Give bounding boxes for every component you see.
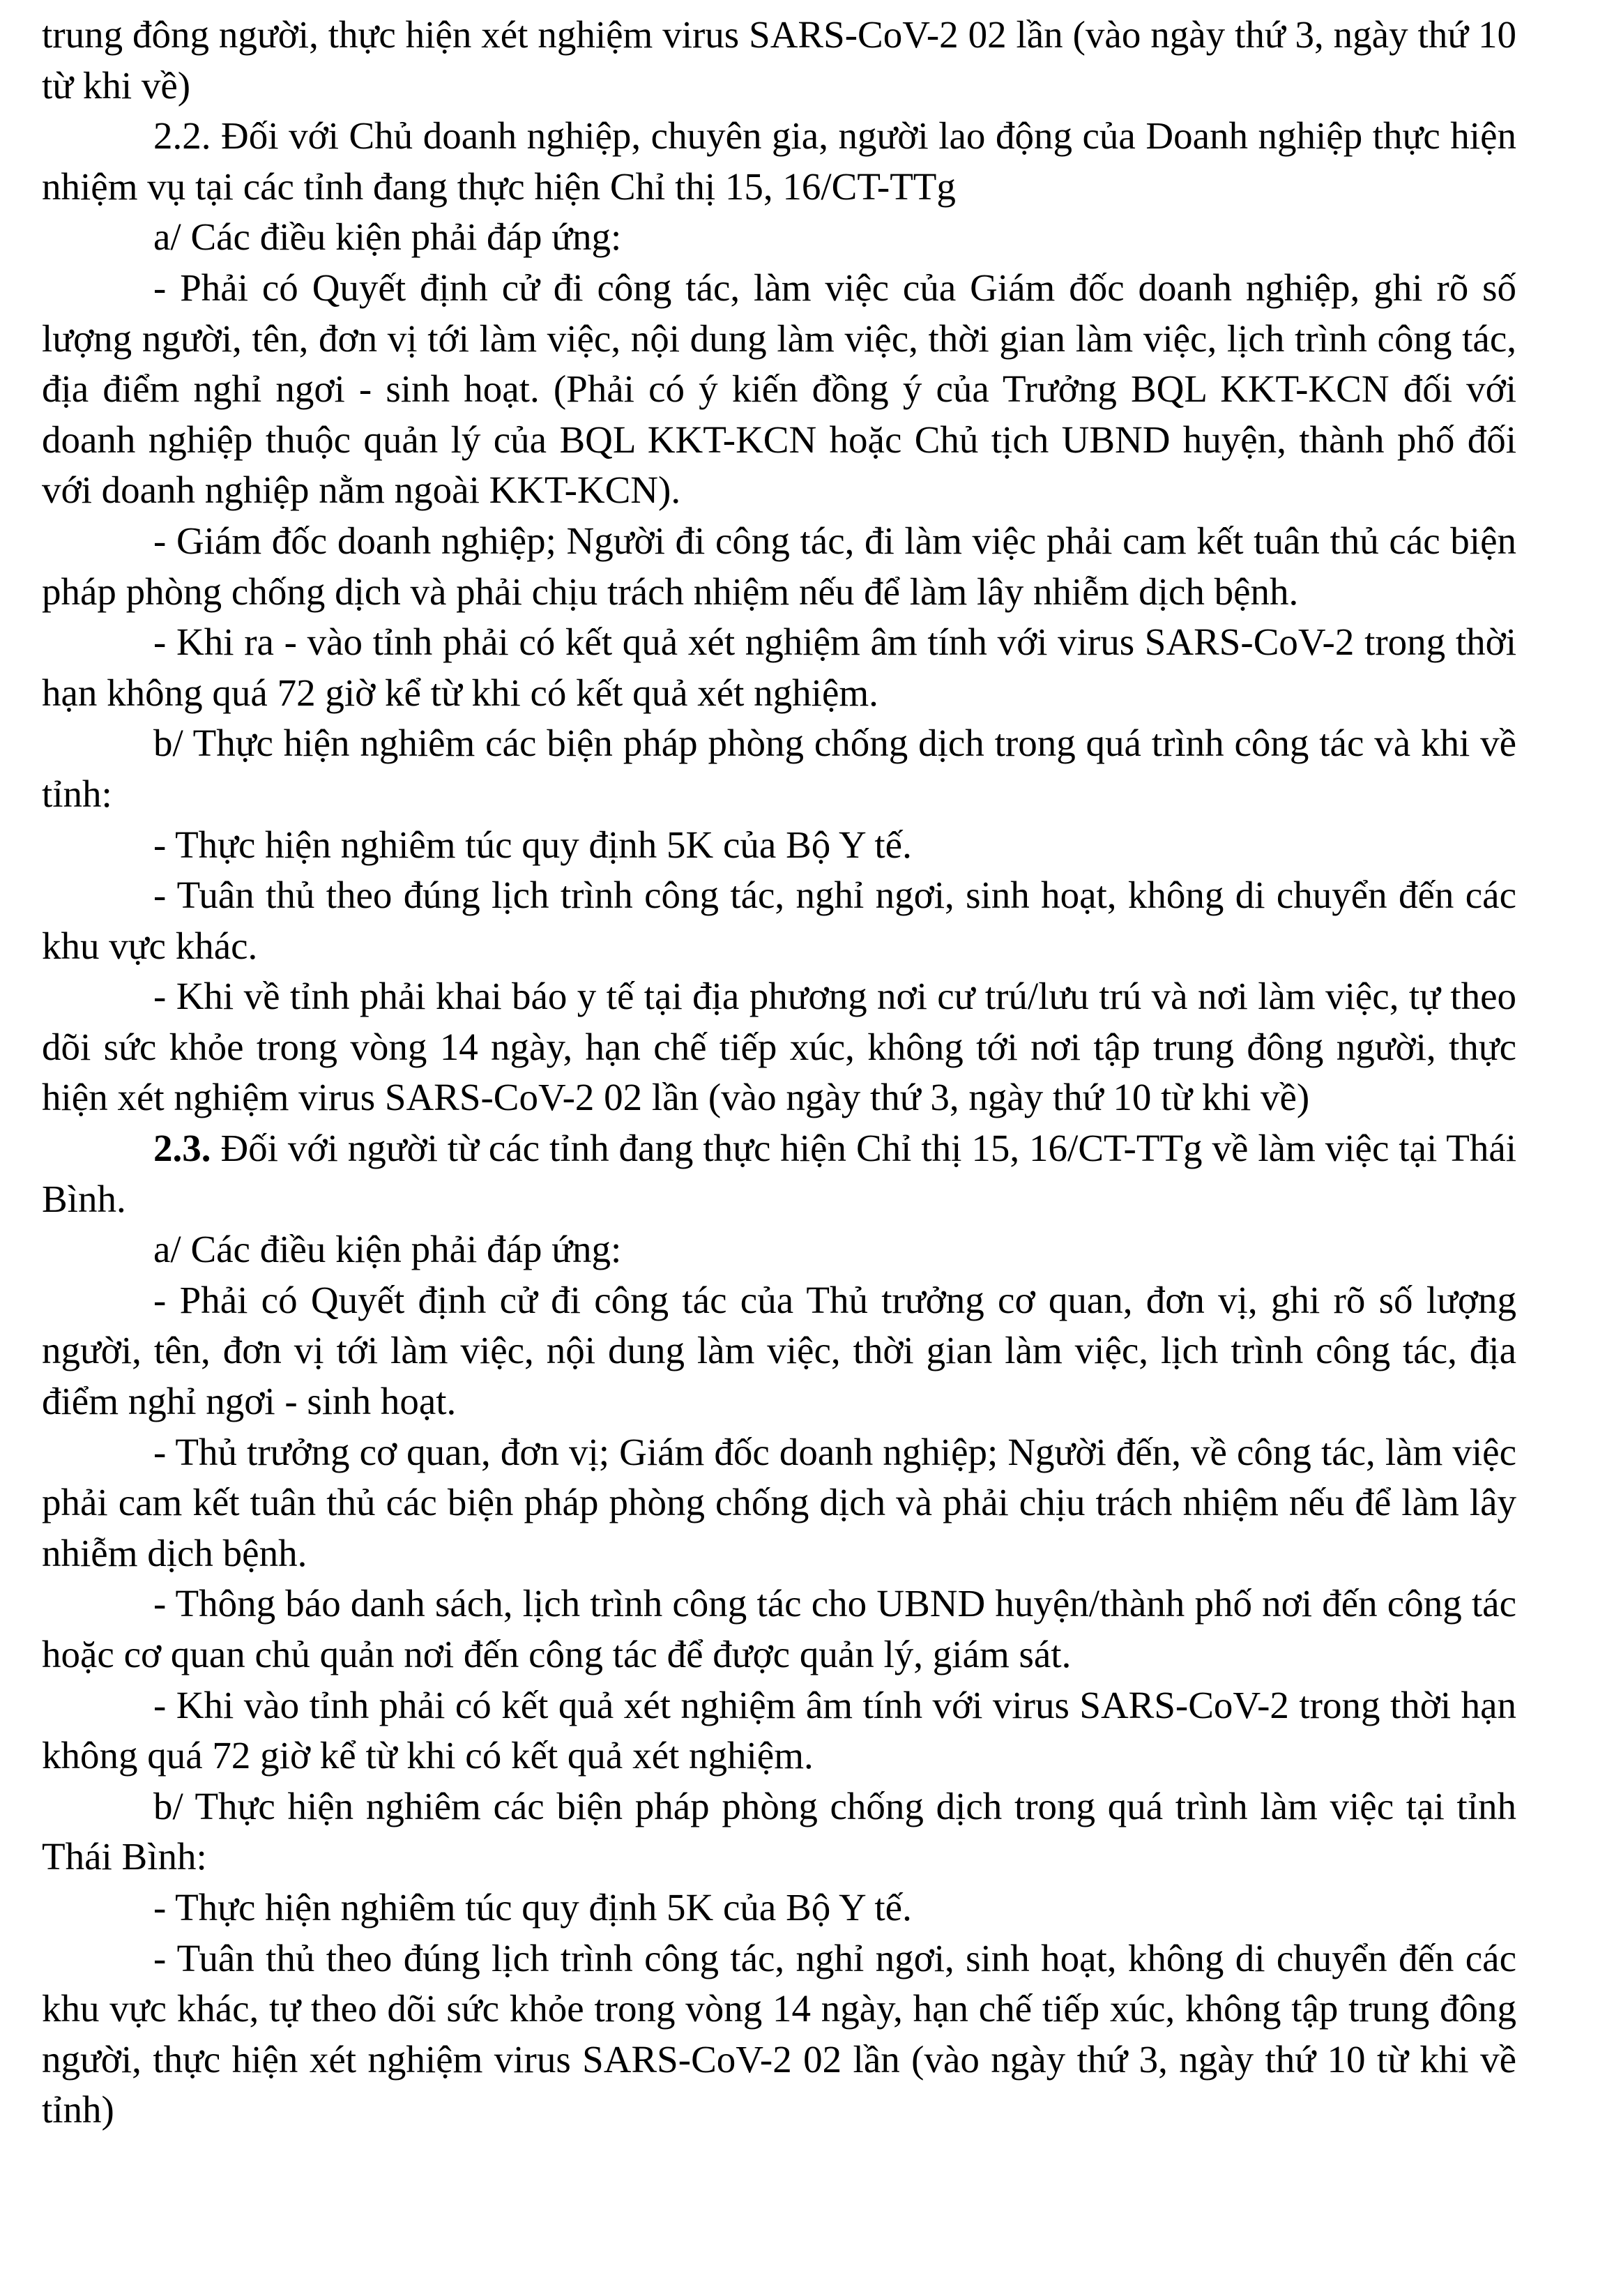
bullet-5k-rule-2: - Thực hiện nghiêm túc quy định 5K của Bộ Y tế.: [153, 1885, 912, 1929]
subsection-b-measures: b/ Thực hiện nghiêm các biện pháp phòng chống dịch trong quá trình công tác và khi về tỉnh:: [42, 722, 1516, 815]
bullet-negative-test: - Khi ra - vào tỉnh phải có kết quả xét nghiệm âm tính với virus SARS-CoV-2 trong thời hạn không quá 72 giờ kể từ khi có kết quả xét nghiệm.: [42, 621, 1516, 714]
bullet-5k-rule: - Thực hiện nghiêm túc quy định 5K của Bộ Y tế.: [153, 823, 912, 866]
bullet-notify-schedule: - Thông báo danh sách, lịch trình công tác cho UBND huyện/thành phố nơi đến công tác hoặc cơ quan chủ quản nơi đến công tác để được quản lý, giám sát.: [42, 1582, 1516, 1675]
section-2-3-heading: [42, 1123, 1516, 1224]
bullet-health-declaration: - Khi về tỉnh phải khai báo y tế tại địa phương nơi cư trú/lưu trú và nơi làm việc, tự theo dõi sức khỏe trong vòng 14 ngày, hạn chế tiếp xúc, không tới nơi tập trung đông người, thực hiện xét nghiệm virus SARS-CoV-2 02 lần (vào ngày thứ 3, ngày thứ 10 từ khi về): [42, 975, 1516, 1119]
bullet-decision-document-2: - Phải có Quyết định cử đi công tác của Thủ trưởng cơ quan, đơn vị, ghi rõ số lượng người, tên, đơn vị tới làm việc, nội dung làm việc, thời gian làm việc, lịch trình công tác, địa điểm nghỉ ngơi - sinh hoạt.: [42, 1278, 1516, 1423]
subsection-a-conditions-2: a/ Các điều kiện phải đáp ứng:: [153, 1228, 622, 1271]
section-number-2-2: 2.2.: [153, 114, 211, 158]
bullet-director-commitment: - Giám đốc doanh nghiệp; Người đi công tác, đi làm việc phải cam kết tuân thủ các biện pháp phòng chống dịch và phải chịu trách nhiệm nếu để làm lây nhiễm dịch bệnh.: [42, 519, 1516, 613]
section-2-2-title: Đối với Chủ doanh nghiệp, chuyên gia, người lao động của Doanh nghiệp thực hiện nhiệm vụ tại các tỉnh đang thực hiện Chỉ thị 15, 16/CT-TTg: [42, 114, 1516, 208]
bullet-follow-schedule: - Tuân thủ theo đúng lịch trình công tác, nghỉ ngơi, sinh hoạt, không di chuyển đến các khu vực khác.: [42, 874, 1516, 967]
bullet-decision-document: - Phải có Quyết định cử đi công tác, làm việc của Giám đốc doanh nghiệp, ghi rõ số lượng người, tên, đơn vị tới làm việc, nội dung làm việc, thời gian làm việc, lịch trình công tác, địa điểm nghỉ ngơi - sinh hoạt. (Phải có ý kiến đồng ý của Trưởng BQL KKT-KCN đối với doanh nghiệp thuộc quản lý của BQL KKT-KCN hoặc Chủ tịch UBND huyện, thành phố đối với doanh nghiệp nằm ngoài KKT-KCN).: [42, 266, 1516, 512]
section-number-2-3: 2.3.: [153, 1127, 211, 1170]
section-2-2-heading: [42, 111, 1516, 212]
bullet-follow-schedule-2: - Tuân thủ theo đúng lịch trình công tác, nghỉ ngơi, sinh hoạt, không di chuyển đến các khu vực khác, tự theo dõi sức khỏe trong vòng 14 ngày, hạn chế tiếp xúc, không tập trung đông người, thực hiện xét nghiệm virus SARS-CoV-2 02 lần (vào ngày thứ 3, ngày thứ 10 từ khi về tỉnh): [42, 1936, 1516, 2131]
bullet-negative-test-2: - Khi vào tỉnh phải có kết quả xét nghiệm âm tính với virus SARS-CoV-2 trong thời hạn không quá 72 giờ kể từ khi có kết quả xét nghiệm.: [42, 1683, 1516, 1777]
paragraph-continuation: trung đông người, thực hiện xét nghiệm virus SARS-CoV-2 02 lần (vào ngày thứ 3, ngày thứ 10 từ khi về): [42, 13, 1516, 107]
subsection-b-measures-2: b/ Thực hiện nghiêm các biện pháp phòng chống dịch trong quá trình làm việc tại tỉnh Thái Bình:: [42, 1784, 1516, 1878]
section-2-3-title: Đối với người từ các tỉnh đang thực hiện Chỉ thị 15, 16/CT-TTg về làm việc tại Thái Bình.: [42, 1127, 1517, 1220]
bullet-commitment-2: - Thủ trưởng cơ quan, đơn vị; Giám đốc doanh nghiệp; Người đến, về công tác, làm việc phải cam kết tuân thủ các biện pháp phòng chống dịch và phải chịu trách nhiệm nếu để làm lây nhiễm dịch bệnh.: [42, 1430, 1516, 1574]
subsection-a-conditions: a/ Các điều kiện phải đáp ứng:: [153, 215, 622, 259]
document-body: [42, 10, 1516, 2136]
